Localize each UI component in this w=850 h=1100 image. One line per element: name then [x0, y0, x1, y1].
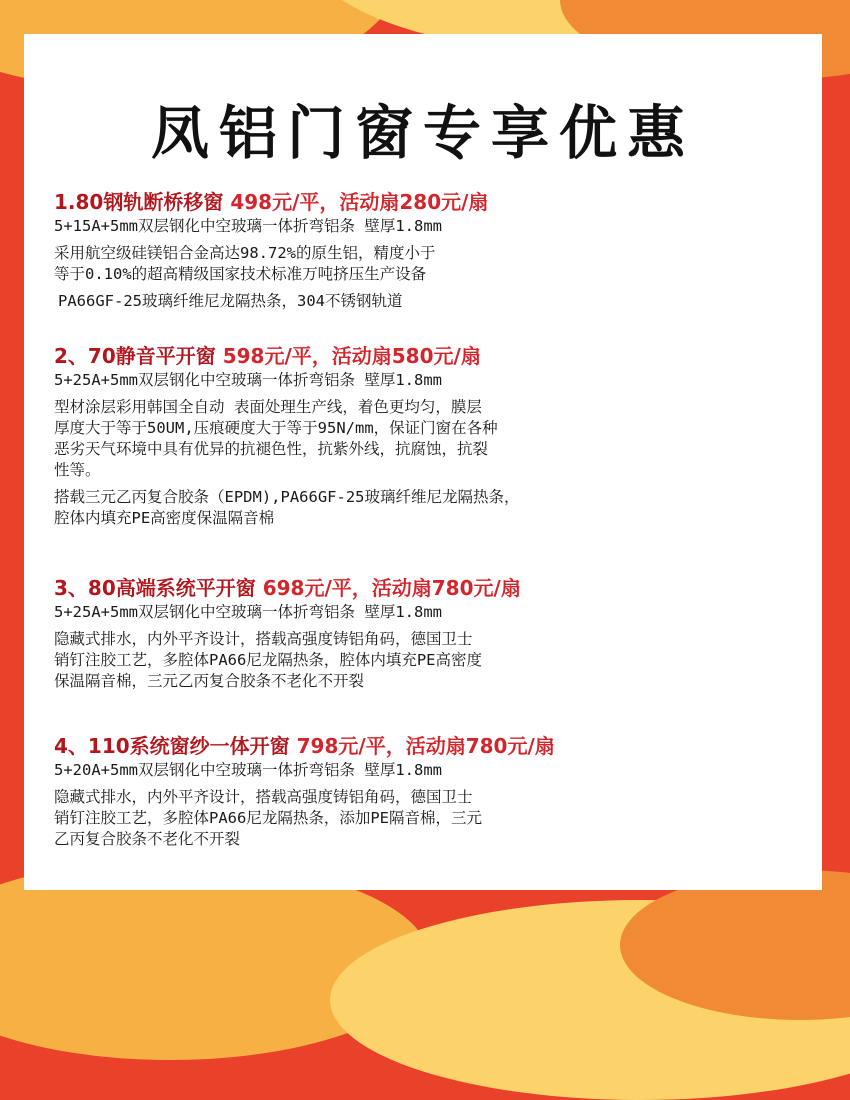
desc-line: 厚度大于等于50UM,压痕硬度大于等于95N/mm，保证门窗在各种 — [54, 419, 498, 437]
desc-line: 等于0.10%的超高精级国家技术标准万吨挤压生产设备 — [54, 265, 427, 283]
product-name: 3、80高端系统平开窗 — [54, 576, 256, 600]
section-heading — [54, 342, 814, 370]
product-name: 1.80钢轨断桥移窗 — [54, 190, 224, 214]
extra-line: PA66GF-25玻璃纤维尼龙隔热条，304不锈钢轨道 — [58, 292, 403, 310]
product-name: 4、110系统窗纱一体开窗 — [54, 734, 290, 758]
product-section-1 — [54, 188, 814, 312]
desc-line: 型材涂层彩用韩国全自动 表面处理生产线，着色更均匀，膜层 — [54, 398, 482, 416]
extra-line: 搭载三元乙丙复合胶条（EPDM),PA66GF-25玻璃纤维尼龙隔热条， — [54, 488, 520, 506]
product-section-2 — [54, 342, 814, 529]
product-price: 698元/平，活动扇780元/扇 — [262, 576, 521, 600]
desc-line: 恶劣天气环境中具有优异的抗褪色性，抗紫外线，抗腐蚀，抗裂 — [54, 440, 489, 458]
desc-line: 销钉注胶工艺，多腔体PA66尼龙隔热条，添加PE隔音棉，三元 — [54, 809, 482, 827]
glass-spec: 5+25A+5mm双层钢化中空玻璃一体折弯铝条 壁厚1.8mm — [54, 371, 442, 389]
section-heading — [54, 574, 814, 602]
desc-line: 性等。 — [54, 461, 101, 479]
desc-line: 采用航空级硅镁铝合金高达98.72%的原生铝，精度小于 — [54, 244, 436, 262]
product-price: 498元/平，活动扇280元/扇 — [230, 190, 489, 214]
promo-card — [24, 34, 822, 890]
desc-line: 隐藏式排水，内外平齐设计，搭载高强度铸铝角码，德国卫士 — [54, 630, 473, 648]
extra-line: 腔体内填充PE高密度保温隔音棉 — [54, 509, 275, 527]
product-price: 798元/平，活动扇780元/扇 — [296, 734, 555, 758]
section-heading — [54, 188, 814, 216]
glass-spec: 5+20A+5mm双层钢化中空玻璃一体折弯铝条 壁厚1.8mm — [54, 761, 442, 779]
section-heading — [54, 732, 814, 760]
desc-line: 乙丙复合胶条不老化不开裂 — [54, 830, 241, 848]
page-title: 凤铝门窗专享优惠 — [150, 99, 695, 167]
product-section-4 — [54, 732, 814, 850]
glass-spec: 5+15A+5mm双层钢化中空玻璃一体折弯铝条 壁厚1.8mm — [54, 217, 442, 235]
product-price: 598元/平，活动扇580元/扇 — [222, 344, 481, 368]
product-name: 2、70静音平开窗 — [54, 344, 216, 368]
glass-spec: 5+25A+5mm双层钢化中空玻璃一体折弯铝条 壁厚1.8mm — [54, 603, 442, 621]
desc-line: 隐藏式排水，内外平齐设计，搭载高强度铸铝角码，德国卫士 — [54, 788, 473, 806]
desc-line: 销钉注胶工艺，多腔体PA66尼龙隔热条，腔体内填充PE高密度 — [54, 651, 482, 669]
desc-line: 保温隔音棉，三元乙丙复合胶条不老化不开裂 — [54, 672, 365, 690]
product-section-3 — [54, 574, 814, 692]
